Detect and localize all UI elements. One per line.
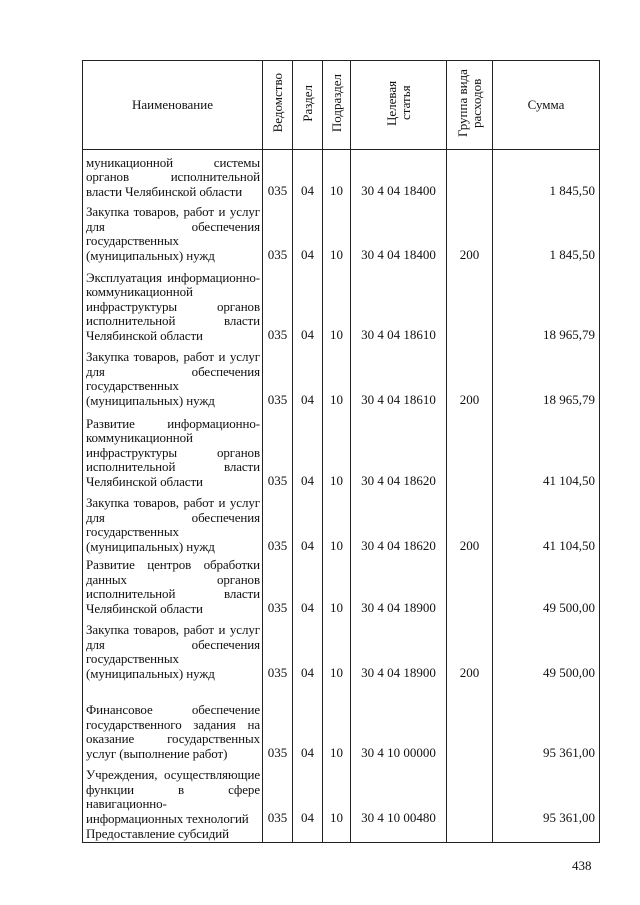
table-row <box>83 682 600 762</box>
row-department: 035 <box>263 617 293 682</box>
table-row <box>83 762 600 827</box>
row-department: 035 <box>263 409 293 490</box>
header-name: Наименование <box>83 61 263 150</box>
row-subsection: 10 <box>323 682 351 762</box>
row-subsection: 10 <box>323 762 351 827</box>
row-section: 04 <box>293 555 323 617</box>
row-section: 04 <box>293 409 323 490</box>
row-department: 035 <box>263 555 293 617</box>
row-subsection <box>323 827 351 843</box>
row-name: муникационной системы органов исполнительной власти Челябинской области <box>83 150 263 200</box>
row-amount: 1 845,50 <box>493 150 600 200</box>
table-row <box>83 200 600 264</box>
row-section: 04 <box>293 344 323 409</box>
row-subsection: 10 <box>323 150 351 200</box>
row-section: 04 <box>293 762 323 827</box>
header-target-article: Целевая статья <box>351 61 447 150</box>
row-name: Развитие центров обработки данных органов исполнительной власти Челябинской области <box>83 555 263 617</box>
row-expense-group <box>447 555 493 617</box>
row-department: 035 <box>263 200 293 264</box>
row-department: 035 <box>263 490 293 555</box>
row-name: Финансовое обеспечение государственного задания на оказание государственных услуг (выполнение работ) <box>83 682 263 762</box>
header-expense-group: Группа вида расходов <box>447 61 493 150</box>
table-row <box>83 555 600 617</box>
row-amount <box>493 827 600 843</box>
row-subsection: 10 <box>323 264 351 344</box>
row-department: 035 <box>263 264 293 344</box>
row-target-article: 30 4 04 18610 <box>351 264 447 344</box>
header-subsection: Подраздел <box>323 61 351 150</box>
row-subsection: 10 <box>323 617 351 682</box>
row-section <box>293 827 323 843</box>
row-subsection: 10 <box>323 200 351 264</box>
row-target-article: 30 4 04 18610 <box>351 344 447 409</box>
table-row <box>83 344 600 409</box>
row-amount: 1 845,50 <box>493 200 600 264</box>
row-target-article: 30 4 10 00000 <box>351 682 447 762</box>
row-expense-group: 200 <box>447 200 493 264</box>
row-department: 035 <box>263 344 293 409</box>
row-subsection: 10 <box>323 344 351 409</box>
row-name: Закупка товаров, работ и услуг для обеспечения государственных (муниципальных) нужд <box>83 344 263 409</box>
row-expense-group <box>447 264 493 344</box>
row-name: Закупка товаров, работ и услуг для обеспечения государственных (муниципальных) нужд <box>83 490 263 555</box>
row-target-article: 30 4 10 00480 <box>351 762 447 827</box>
row-name: Предоставление субсидий <box>83 827 263 843</box>
header-department: Ведомство <box>263 61 293 150</box>
row-section: 04 <box>293 617 323 682</box>
table-row <box>83 490 600 555</box>
row-section: 04 <box>293 682 323 762</box>
row-subsection: 10 <box>323 555 351 617</box>
row-amount: 95 361,00 <box>493 762 600 827</box>
row-target-article: 30 4 04 18620 <box>351 490 447 555</box>
page-number: 438 <box>572 858 592 873</box>
row-expense-group: 200 <box>447 490 493 555</box>
row-amount: 41 104,50 <box>493 409 600 490</box>
budget-table <box>82 60 600 843</box>
row-expense-group <box>447 682 493 762</box>
row-amount: 49 500,00 <box>493 617 600 682</box>
row-expense-group <box>447 762 493 827</box>
row-expense-group <box>447 409 493 490</box>
row-section: 04 <box>293 200 323 264</box>
header-section: Раздел <box>293 61 323 150</box>
row-target-article: 30 4 04 18620 <box>351 409 447 490</box>
row-expense-group <box>447 827 493 843</box>
row-amount: 18 965,79 <box>493 264 600 344</box>
row-target-article: 30 4 04 18900 <box>351 555 447 617</box>
table-row <box>83 150 600 200</box>
table-row <box>83 409 600 490</box>
row-name: Закупка товаров, работ и услуг для обеспечения государственных (муниципальных) нужд <box>83 617 263 682</box>
row-name: Закупка товаров, работ и услуг для обеспечения государственных (муниципальных) нужд <box>83 200 263 264</box>
row-department: 035 <box>263 682 293 762</box>
row-department <box>263 827 293 843</box>
row-amount: 18 965,79 <box>493 344 600 409</box>
row-department: 035 <box>263 150 293 200</box>
row-target-article: 30 4 04 18900 <box>351 617 447 682</box>
table-row <box>83 827 600 843</box>
row-section: 04 <box>293 264 323 344</box>
row-target-article: 30 4 04 18400 <box>351 200 447 264</box>
row-name: Эксплуатация информационно-коммуникационной инфраструктуры органов исполнительной власти Челябинской области <box>83 264 263 344</box>
row-expense-group: 200 <box>447 344 493 409</box>
row-target-article <box>351 827 447 843</box>
row-amount: 95 361,00 <box>493 682 600 762</box>
row-amount: 41 104,50 <box>493 490 600 555</box>
row-section: 04 <box>293 490 323 555</box>
row-section: 04 <box>293 150 323 200</box>
row-expense-group <box>447 150 493 200</box>
row-name: Развитие информационно-коммуникационной инфраструктуры органов исполнительной власти Челябинской области <box>83 409 263 490</box>
row-expense-group: 200 <box>447 617 493 682</box>
row-department: 035 <box>263 762 293 827</box>
table-row <box>83 264 600 344</box>
row-amount: 49 500,00 <box>493 555 600 617</box>
row-name: Учреждения, осуществляющие функции в сфере навигационно-информационных технологий <box>83 762 263 827</box>
row-subsection: 10 <box>323 409 351 490</box>
row-target-article: 30 4 04 18400 <box>351 150 447 200</box>
table-row <box>83 617 600 682</box>
header-row <box>83 61 600 150</box>
header-amount: Сумма <box>493 61 600 150</box>
row-subsection: 10 <box>323 490 351 555</box>
